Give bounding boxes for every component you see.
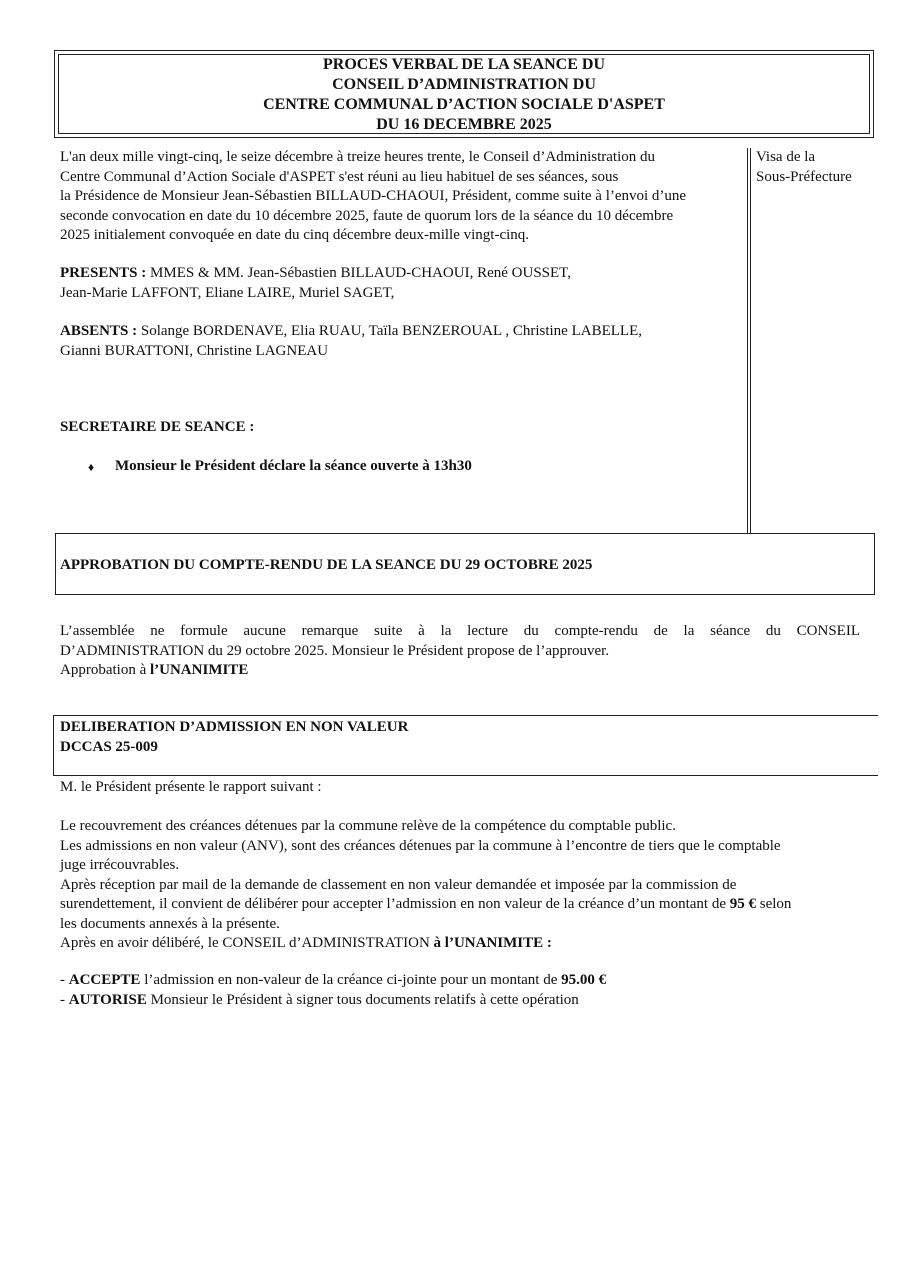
deliberation-amount: 95 € <box>729 896 756 912</box>
absents-names-2: Gianni BURATTONI, Christine LAGNEAU <box>60 342 329 359</box>
deliberation-p3-line-2 <box>60 895 880 915</box>
decision-accepte-text: l’admission en non-valeur de la créance ci-jointe pour un montant de <box>140 972 562 988</box>
decision-accepte <box>60 971 606 991</box>
title-line-4: DU 16 DECEMBRE 2025 <box>376 116 552 133</box>
deliberation-vote: à l’UNANIMITE : <box>433 935 552 951</box>
deliberation-p3-line-3: les documents annexés à la présente. <box>60 915 280 932</box>
absents-label: ABSENTS : <box>60 323 138 339</box>
decision-accepte-amount: 95.00 € <box>561 972 607 988</box>
visa-sous-prefecture <box>756 148 886 187</box>
title-box <box>54 50 874 138</box>
decision-accepte-dash: - <box>60 972 69 988</box>
intro-paragraph <box>60 148 760 246</box>
deliberation-p4 <box>60 934 880 954</box>
visa-line-1: Visa de la <box>756 149 816 165</box>
deliberation-number: DCCAS 25-009 <box>60 738 158 755</box>
approbation-line-2: D’ADMINISTRATION du 29 octobre 2025. Monsieur le Président propose de l’approuver. <box>60 642 610 659</box>
visa-line-2: Sous-Préfecture <box>756 168 852 185</box>
presents-names-1: MMES & MM. Jean-Sébastien BILLAUD-CHAOUI, René OUSSET, <box>146 265 571 281</box>
deliberation-p2-line-1: Les admissions en non valeur (ANV), sont des créances détenues par la commune à l’encontre de tiers que le comptable <box>60 837 781 854</box>
absents-names-1: Solange BORDENAVE, Elia RUAU, Taïla BENZEROUAL , Christine LABELLE, <box>137 323 642 339</box>
deliberation-heading-bottom-rule <box>53 775 878 776</box>
intro-line-3-text: la Présidence de Monsieur Jean-Sébastien BILLAUD-CHAOUI, Président, comme suite à l’envoi d’une <box>60 188 687 204</box>
intro-line-1: L'an deux mille vingt-cinq, le seize décembre à treize heures trente, le Conseil d’Administration du <box>60 149 655 165</box>
intro-line-2: Centre Communal d’Action Sociale d'ASPET s'est réuni au lieu habituel de ses séances, sous <box>60 168 619 185</box>
absents-block <box>60 322 642 361</box>
deliberation-p4-text: Après en avoir délibéré, le CONSEIL d’ADMINISTRATION <box>60 935 434 951</box>
deliberation-heading-top-rule <box>53 715 878 716</box>
deliberation-title: DELIBERATION D’ADMISSION EN NON VALEUR <box>60 719 409 735</box>
deliberation-heading <box>60 718 408 757</box>
secretaire-label: SECRETAIRE DE SEANCE : <box>60 419 255 435</box>
title-line-1: PROCES VERBAL DE LA SEANCE DU <box>323 56 605 73</box>
intro-line-4: seconde convocation en date du 10 décembre 2025, faute de quorum lors de la séance du 10 décembre <box>60 207 674 224</box>
absents-line-1 <box>60 322 642 342</box>
title-line-3: CENTRE COMMUNAL D’ACTION SOCIALE D'ASPET <box>263 96 665 113</box>
decision-autorise-text: Monsieur le Président à signer tous documents relatifs à cette opération <box>146 991 579 1008</box>
decision-autorise-dash: - <box>60 991 69 1008</box>
diamond-bullet-icon: ♦ <box>88 460 95 474</box>
approbation-result: l’UNANIMITE <box>149 662 249 678</box>
approbation-result-prefix: Approbation à <box>60 662 150 678</box>
approbation-heading: APPROBATION DU COMPTE-RENDU DE LA SEANCE DU 29 OCTOBRE 2025 <box>60 557 593 573</box>
deliberation-p3-suffix: selon <box>755 896 792 912</box>
intro-line-5: 2025 initialement convoquée en date du cinq décembre deux-mille vingt-cinq. <box>60 227 530 243</box>
deliberation-p3-text: surendettement, il convient de délibérer pour accepter l’admission en non valeur de la créance d’un montant de <box>60 896 730 912</box>
deliberation-heading-left-rule <box>53 715 54 775</box>
deliberation-body <box>60 817 880 954</box>
deliberation-p1: Le recouvrement des créances détenues par la commune relève de la compétence du comptable public. <box>60 818 676 834</box>
deliberation-p3-line-1: Après réception par mail de la demande de classement en non valeur demandée et imposée par la commission de <box>60 876 737 893</box>
decision-autorise <box>60 991 606 1011</box>
presents-label: PRESENTS : <box>60 265 147 281</box>
deliberation-p2-line-2: juge irrécouvrables. <box>60 857 180 873</box>
approbation-line-3 <box>60 661 860 681</box>
approbation-line-1: L’assemblée ne formule aucune remarque suite à la lecture du compte-rendu de la séance du CONSEIL <box>60 623 860 639</box>
deliberation-decisions <box>60 971 606 1010</box>
intro-line-3 <box>60 187 752 207</box>
deliberation-rapport-intro: M. le Président présente le rapport suivant : <box>60 779 322 795</box>
approbation-paragraph <box>60 622 860 681</box>
presents-names-2: Jean-Marie LAFFONT, Eliane LAIRE, Muriel SAGET, <box>60 284 395 301</box>
title-line-2: CONSEIL D’ADMINISTRATION DU <box>332 76 596 93</box>
presents-line-1 <box>60 264 571 284</box>
opening-statement: Monsieur le Président déclare la séance ouverte à 13h30 <box>115 458 472 474</box>
decision-autorise-label: AUTORISE <box>68 991 147 1008</box>
decision-accepte-label: ACCEPTE <box>68 972 141 988</box>
presents-block <box>60 264 571 303</box>
